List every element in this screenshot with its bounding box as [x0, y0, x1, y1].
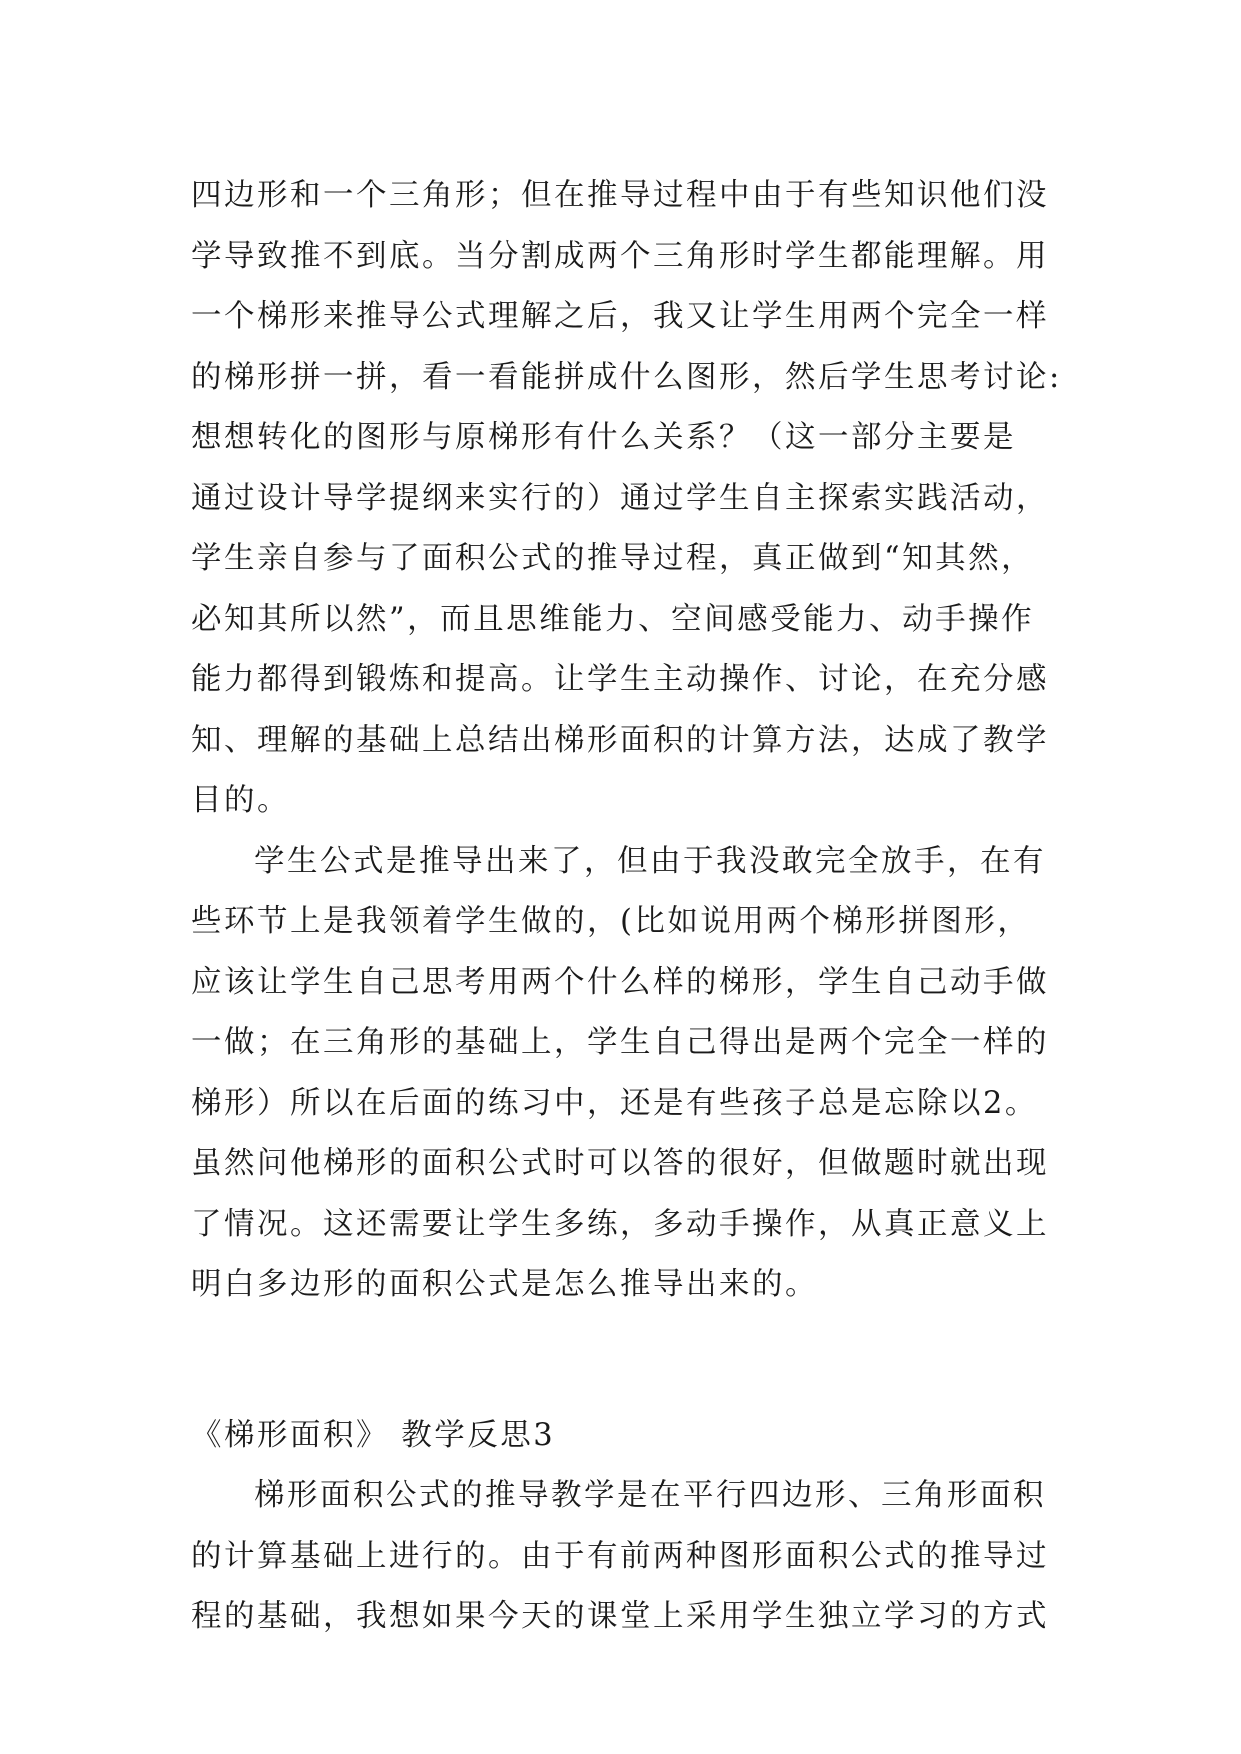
- paragraph-2: [191, 832, 1049, 1316]
- document-body: [191, 166, 1062, 1648]
- text-line: 能力都得到锻炼和提高。让学生主动操作、讨论，在充分感: [191, 662, 1049, 697]
- text-line: 一个梯形来推导公式理解之后，我又让学生用两个完全一样: [191, 299, 1049, 334]
- paragraph-1: [191, 166, 1062, 832]
- text-line: 虽然问他梯形的面积公式时可以答的很好，但做题时就出现: [191, 1146, 1049, 1181]
- text-line: 四边形和一个三角形；但在推导过程中由于有些知识他们没: [191, 178, 1049, 213]
- text-line: 些环节上是我领着学生做的，(比如说用两个梯形拼图形，: [191, 904, 1031, 939]
- text-line: 了情况。这还需要让学生多练，多动手操作，从真正意义上: [191, 1206, 1049, 1242]
- text-line: 学导致推不到底。当分割成两个三角形时学生都能理解。用: [191, 238, 1049, 274]
- section-heading: 《梯形面积》 教学反思3: [191, 1417, 556, 1453]
- text-line: 学生公式是推导出来了，但由于我没敢完全放手，在有: [254, 843, 1046, 879]
- text-line: 应该让学生自己思考用两个什么样的梯形，学生自己动手做: [191, 964, 1049, 1000]
- section-gap: [191, 1316, 1049, 1406]
- text-line: 的梯形拼一拼，看一看能拼成什么图形，然后学生思考讨论:: [191, 359, 1062, 395]
- text-line: 目的。: [191, 783, 290, 818]
- text-line: 学生亲自参与了面积公式的推导过程，真正做到“知其然，: [191, 541, 1035, 576]
- text-line: 梯形面积公式的推导教学是在平行四边形、三角形面积: [254, 1478, 1046, 1513]
- text-line: 梯形）所以在后面的练习中，还是有些孩子总是忘除以2。: [191, 1085, 1038, 1121]
- text-line: 必知其所以然”，而且思维能力、空间感受能力、动手操作: [191, 601, 1035, 637]
- text-line: 程的基础，我想如果今天的课堂上采用学生独立学习的方式: [191, 1599, 1049, 1634]
- paragraph-3: [191, 1466, 1049, 1648]
- text-line: 的计算基础上进行的。由于有前两种图形面积公式的推导过: [191, 1538, 1049, 1574]
- text-line: 通过设计导学提纲来实行的）通过学生自主探索实践活动，: [191, 480, 1049, 516]
- text-line: 知、理解的基础上总结出梯形面积的计算方法，达成了教学: [191, 722, 1049, 758]
- text-line: 明白多边形的面积公式是怎么推导出来的。: [191, 1267, 818, 1302]
- text-line: 一做；在三角形的基础上，学生自己得出是两个完全一样的: [191, 1025, 1049, 1060]
- text-line: 想想转化的图形与原梯形有什么关系？（这一部分主要是: [191, 420, 1016, 455]
